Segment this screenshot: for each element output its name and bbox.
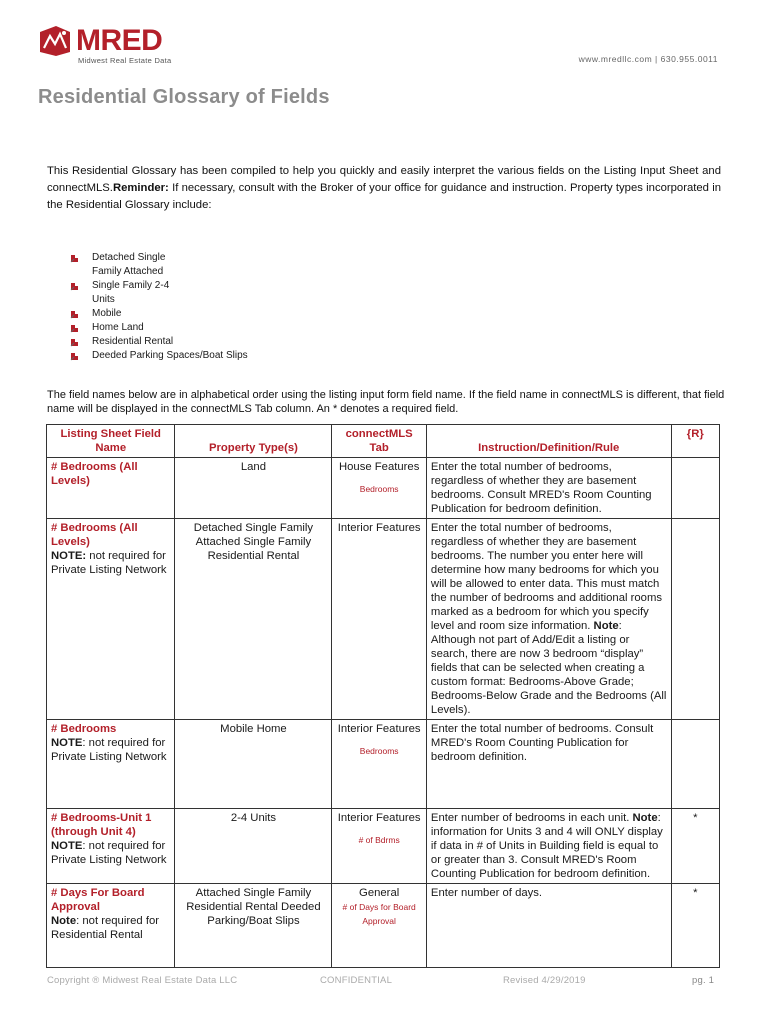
field-note-label: NOTE: [51, 840, 83, 852]
table-row: [47, 720, 720, 809]
table-row: [47, 884, 720, 968]
header-property-types: Property Type(s): [175, 425, 332, 458]
field-name-cell: [47, 519, 175, 720]
mred-logo-icon: [38, 26, 72, 56]
property-type-label: Home Land: [92, 322, 144, 333]
bullet-icon: [70, 254, 79, 263]
header-instruction: Instruction/Definition/Rule: [426, 425, 671, 458]
logo-wordmark: MRED: [76, 24, 163, 57]
field-order-note: The field names below are in alphabetical order using the listing input form field name. If the field name in connectMLS is different, that field name will be displayed in the connectMLS Tab column. An * denotes a required field.: [47, 389, 725, 415]
property-types-cell: Mobile Home: [175, 720, 332, 809]
field-name: # Bedrooms: [51, 723, 117, 735]
glossary-table: [46, 424, 720, 968]
tab-field-name: Bedrooms: [359, 746, 399, 756]
instruction-cell: Enter the total number of bedrooms. Consult MRED's Room Counting Publication for bedroom definition.: [426, 720, 671, 809]
required-cell: *: [671, 884, 719, 968]
list-item: [70, 251, 292, 279]
field-name: # Bedrooms (All Levels): [51, 461, 138, 487]
reminder-label: Reminder:: [112, 182, 169, 194]
tab-name: Interior Features: [337, 812, 421, 824]
tab-name: General: [359, 887, 400, 899]
header-field-name: Listing Sheet Field Name: [47, 425, 175, 458]
list-item: [70, 307, 292, 321]
tab-field-name: # of Bdrms: [358, 835, 400, 845]
header-connect-tab: connectMLS Tab: [332, 425, 427, 458]
table-header-row: [47, 425, 720, 458]
field-note-label: NOTE: [51, 737, 83, 749]
property-type-label: Units: [92, 294, 115, 305]
field-name-cell: [47, 809, 175, 884]
connect-tab-cell: [332, 720, 427, 809]
required-cell: [671, 720, 719, 809]
instruction-text-cont: : Although not part of Add/Edit a listing or search, there are now 3 bedroom “display” fields that can be selected when creating a custom format: Bedrooms-Above Grade; Bedrooms-Below Grade and the Bedrooms (All Levels).: [430, 620, 667, 716]
instruction-note-label: Note: [632, 812, 658, 824]
tab-name: Interior Features: [337, 522, 421, 534]
field-name-cell: [47, 458, 175, 519]
connect-tab-cell: [332, 884, 427, 968]
list-item: [70, 279, 292, 293]
required-cell: *: [671, 809, 719, 884]
header-required: {R}: [671, 425, 719, 458]
field-name: # Days For Board Approval: [51, 887, 145, 913]
list-item: [70, 349, 292, 363]
tab-name: House Features: [338, 461, 420, 473]
footer-confidential: CONFIDENTIAL: [320, 975, 393, 986]
list-item: [70, 293, 292, 307]
field-note-label: NOTE:: [51, 550, 87, 562]
field-note: : not required for Residential Rental: [51, 915, 159, 941]
required-cell: [671, 458, 719, 519]
field-note: : not required for Private Listing Network: [51, 840, 167, 866]
bullet-icon: [70, 324, 79, 333]
property-type-label: Mobile: [92, 308, 122, 319]
connect-tab-cell: [332, 809, 427, 884]
property-type-label: Detached Single Family Attached: [92, 252, 166, 277]
tab-field-name: Bedrooms: [359, 484, 399, 494]
instruction-cell: Enter number of days.: [426, 884, 671, 968]
instruction-text: Enter number of bedrooms in each unit.: [430, 812, 633, 824]
field-note: not required for Private Listing Network: [51, 550, 167, 576]
field-name: # Bedrooms-Unit 1 (through Unit 4): [51, 812, 152, 838]
bullet-icon: [70, 310, 79, 319]
footer-copyright: Copyright ® Midwest Real Estate Data LLC: [47, 975, 238, 986]
field-name-cell: [47, 884, 175, 968]
table-row: [47, 519, 720, 720]
instruction-cell: [426, 809, 671, 884]
instruction-cell: [426, 519, 671, 720]
list-item: [70, 321, 292, 335]
property-types-cell: 2-4 Units: [175, 809, 332, 884]
field-name: # Bedrooms (All Levels): [51, 522, 138, 548]
page-title: Residential Glossary of Fields: [38, 86, 330, 108]
required-cell: [671, 519, 719, 720]
instruction-note-label: Note: [593, 620, 619, 632]
connect-tab-cell: [332, 519, 427, 720]
property-type-label: Residential Rental: [92, 336, 174, 347]
tab-field-name: # of Days for Board Approval: [342, 902, 416, 926]
intro-paragraph: [47, 163, 721, 214]
instruction-text-cont: : information for Units 3 and 4 will ONLY display if data in # of Units in Building field is equal to or greater than 3. Consult MRED's Room Counting Publication for bedroom definition.: [430, 812, 663, 880]
table-row: [47, 809, 720, 884]
list-item: [70, 335, 292, 349]
instruction-text: Enter the total number of bedrooms, regardless of whether they are basement bedrooms. The number you enter here will determine how many bedrooms for which you will be allowed to enter data. This must match the number of bedrooms and additional rooms marked as a bedroom for which you specify level and room size information.: [430, 522, 663, 632]
bullet-icon: [70, 282, 79, 291]
field-note: : not required for Private Listing Network: [51, 737, 167, 763]
property-types-cell: Attached Single Family Residential Rental Deeded Parking/Boat Slips: [175, 884, 332, 968]
logo-subtitle: Midwest Real Estate Data: [78, 56, 172, 65]
property-types-cell: Land: [175, 458, 332, 519]
field-name-cell: [47, 720, 175, 809]
bullet-icon: [70, 352, 79, 361]
footer-revised: Revised 4/29/2019: [503, 975, 586, 986]
tab-name: Interior Features: [337, 723, 421, 735]
property-types-list: [70, 251, 292, 363]
intro-text-2: If necessary, consult with the Broker of your office for guidance and instruction. Property types incorporated in the Residential Glossary include:: [47, 182, 721, 211]
property-type-label: Single Family 2-4: [92, 280, 170, 291]
contact-info: www.mredllc.com | 630.955.0011: [578, 54, 718, 64]
intro-text-1: This Residential Glossary has been compiled to help you quickly and easily interpret the various fields on the Listing Input Sheet and connectMLS.: [47, 165, 721, 194]
property-type-label: Deeded Parking Spaces/Boat Slips: [92, 350, 248, 361]
connect-tab-cell: [332, 458, 427, 519]
property-types-cell: Detached Single Family Attached Single Family Residential Rental: [175, 519, 332, 720]
footer-page-number: pg. 1: [692, 975, 715, 986]
field-note-label: Note: [51, 915, 77, 927]
bullet-icon: [70, 338, 79, 347]
table-row: [47, 458, 720, 519]
instruction-cell: Enter the total number of bedrooms, regardless of whether they are basement bedrooms. Consult MRED's Room Counting Publication for bedroom definition.: [426, 458, 671, 519]
